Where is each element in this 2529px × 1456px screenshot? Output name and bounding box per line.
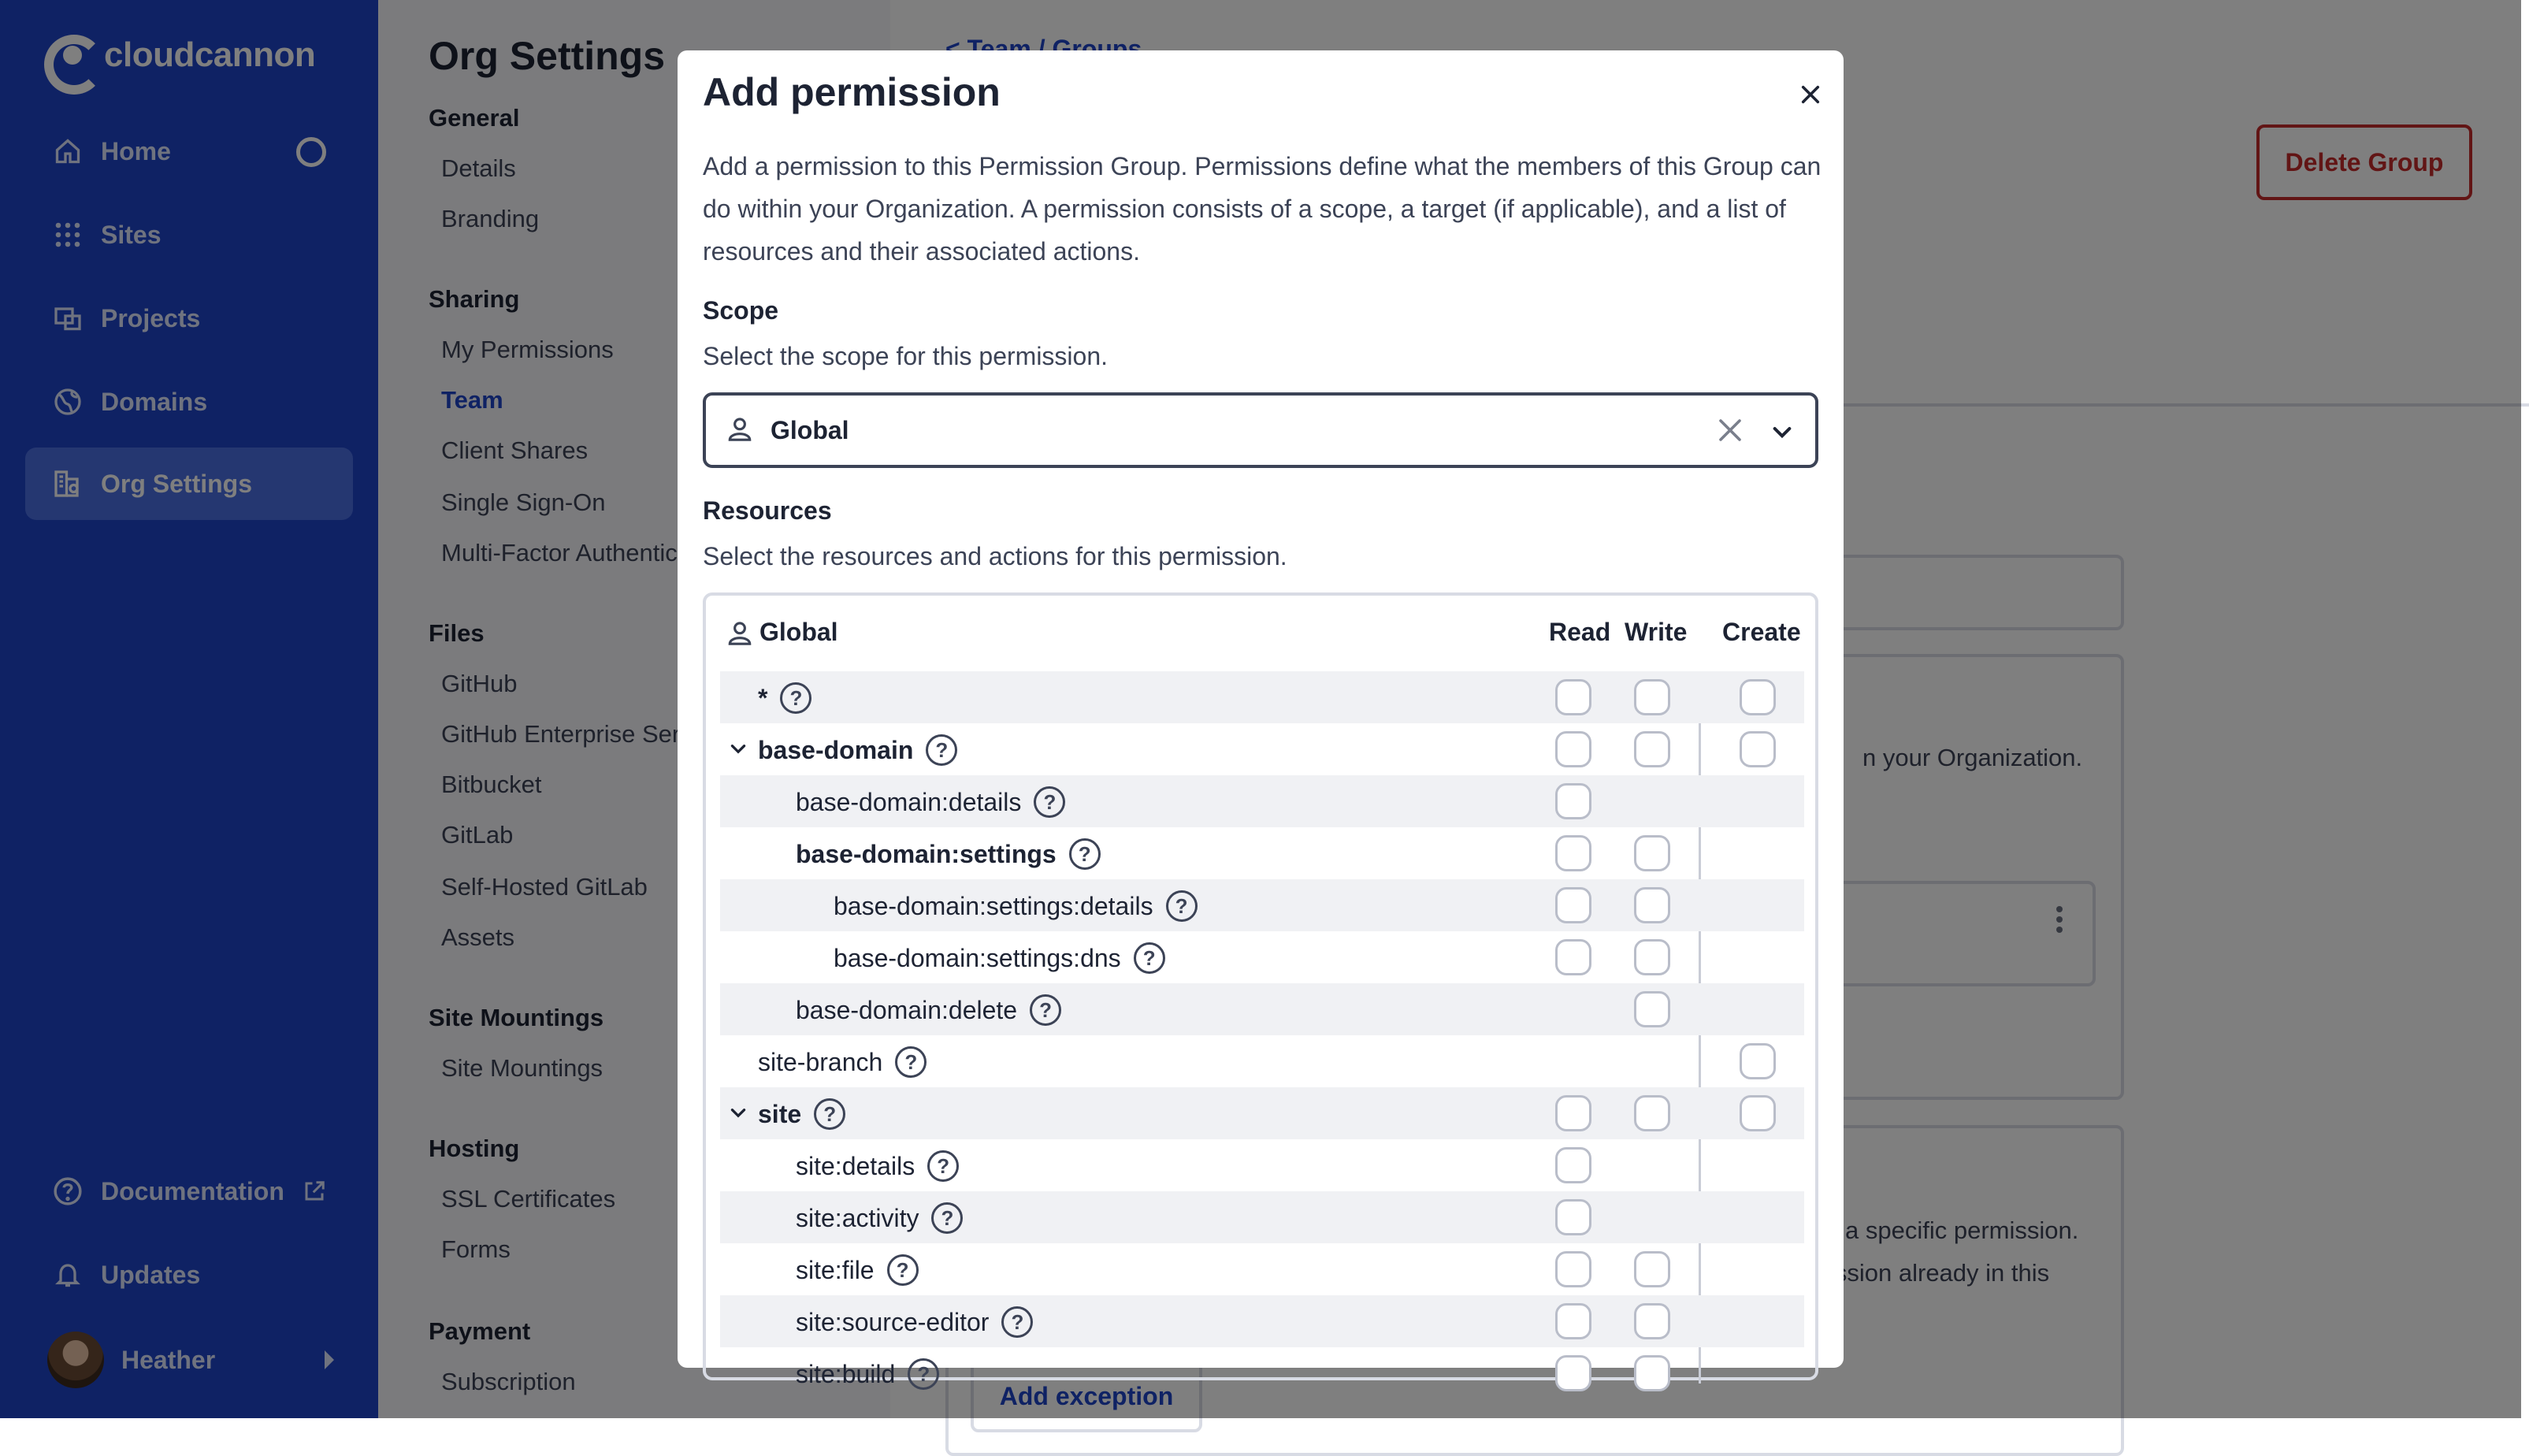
table-row bbox=[720, 1347, 1804, 1399]
table-row bbox=[720, 1191, 1804, 1243]
table-row bbox=[720, 1087, 1804, 1139]
write-checkbox[interactable] bbox=[1634, 1355, 1670, 1391]
resources-table-title: Global bbox=[759, 618, 838, 646]
modal-title: Add permission bbox=[703, 70, 1001, 114]
table-row bbox=[720, 723, 1804, 775]
read-checkbox[interactable] bbox=[1555, 1355, 1591, 1391]
resource-name: * bbox=[758, 683, 768, 712]
close-icon[interactable] bbox=[1788, 72, 1833, 117]
table-row bbox=[720, 1243, 1804, 1295]
resources-hint: Select the resources and actions for this permission. bbox=[703, 542, 1287, 570]
help-icon[interactable]: ? bbox=[887, 1254, 919, 1286]
help-icon[interactable]: ? bbox=[1166, 890, 1198, 922]
chevron-down-icon[interactable] bbox=[1770, 419, 1795, 444]
resource-name: base-domain:settings bbox=[796, 839, 1057, 868]
create-checkbox[interactable] bbox=[1740, 1043, 1776, 1079]
table-row bbox=[720, 983, 1804, 1035]
resource-name: base-domain:settings:dns bbox=[834, 943, 1121, 972]
write-checkbox[interactable] bbox=[1634, 1095, 1670, 1131]
chevron-down-icon[interactable] bbox=[728, 739, 747, 758]
help-icon[interactable]: ? bbox=[1030, 994, 1061, 1026]
create-checkbox[interactable] bbox=[1740, 731, 1776, 767]
clear-icon[interactable] bbox=[1716, 416, 1744, 444]
table-row bbox=[720, 1139, 1804, 1191]
column-header-create: Create bbox=[1722, 618, 1801, 646]
read-checkbox[interactable] bbox=[1555, 731, 1591, 767]
resource-name: site:source-editor bbox=[796, 1307, 990, 1336]
help-icon[interactable]: ? bbox=[1069, 838, 1101, 870]
resources-table-header bbox=[706, 596, 1815, 671]
help-icon[interactable]: ? bbox=[895, 1046, 927, 1078]
read-checkbox[interactable] bbox=[1555, 679, 1591, 715]
resource-name: base-domain:settings:details bbox=[834, 891, 1153, 920]
read-checkbox[interactable] bbox=[1555, 1251, 1591, 1287]
help-icon[interactable]: ? bbox=[780, 682, 811, 714]
read-checkbox[interactable] bbox=[1555, 1199, 1591, 1235]
scope-label: Scope bbox=[703, 296, 779, 325]
table-row bbox=[720, 879, 1804, 931]
resources-table bbox=[703, 592, 1818, 1388]
scope-value: Global bbox=[771, 415, 849, 444]
resource-name: site:details bbox=[796, 1151, 915, 1180]
resource-name: site-branch bbox=[758, 1047, 883, 1076]
add-permission-modal bbox=[678, 50, 1844, 1388]
resource-name: site:build bbox=[796, 1359, 896, 1388]
read-checkbox[interactable] bbox=[1555, 1095, 1591, 1131]
read-checkbox[interactable] bbox=[1555, 887, 1591, 923]
column-header-write: Write bbox=[1625, 618, 1688, 646]
resource-name: site:activity bbox=[796, 1203, 919, 1232]
table-row bbox=[720, 775, 1804, 827]
write-checkbox[interactable] bbox=[1634, 991, 1670, 1027]
create-checkbox[interactable] bbox=[1740, 1095, 1776, 1131]
scope-hint: Select the scope for this permission. bbox=[703, 342, 1109, 370]
help-icon[interactable]: ? bbox=[926, 734, 957, 766]
read-checkbox[interactable] bbox=[1555, 1147, 1591, 1183]
person-icon bbox=[726, 619, 753, 650]
write-checkbox[interactable] bbox=[1634, 731, 1670, 767]
write-checkbox[interactable] bbox=[1634, 939, 1670, 975]
table-row bbox=[720, 1035, 1804, 1087]
help-icon[interactable]: ? bbox=[908, 1358, 939, 1390]
write-checkbox[interactable] bbox=[1634, 887, 1670, 923]
modal-intro: Add a permission to this Permission Group. Permissions define what the members of this Group can do within your Organization. A permission consists of a scope, a target (if applicable), and a list of resources and their associated actions. bbox=[703, 152, 1822, 266]
help-icon[interactable]: ? bbox=[814, 1098, 845, 1130]
resource-name: base-domain:details bbox=[796, 787, 1022, 816]
create-checkbox[interactable] bbox=[1740, 679, 1776, 715]
help-icon[interactable]: ? bbox=[931, 1202, 963, 1234]
resource-name: site bbox=[758, 1099, 802, 1128]
resource-name: base-domain:delete bbox=[796, 995, 1018, 1024]
resources-label: Resources bbox=[703, 496, 832, 525]
read-checkbox[interactable] bbox=[1555, 939, 1591, 975]
write-checkbox[interactable] bbox=[1634, 835, 1670, 871]
read-checkbox[interactable] bbox=[1555, 1303, 1591, 1339]
read-checkbox[interactable] bbox=[1555, 835, 1591, 871]
chevron-down-icon[interactable] bbox=[728, 1103, 747, 1122]
help-icon[interactable]: ? bbox=[927, 1150, 959, 1182]
column-header-read: Read bbox=[1549, 618, 1611, 646]
read-checkbox[interactable] bbox=[1555, 783, 1591, 819]
help-icon[interactable]: ? bbox=[1034, 786, 1065, 818]
resource-name: base-domain bbox=[758, 735, 914, 764]
write-checkbox[interactable] bbox=[1634, 679, 1670, 715]
table-row bbox=[720, 671, 1804, 723]
person-icon bbox=[726, 415, 753, 446]
help-icon[interactable]: ? bbox=[1134, 942, 1165, 974]
resource-name: site:file bbox=[796, 1255, 875, 1284]
write-checkbox[interactable] bbox=[1634, 1251, 1670, 1287]
scope-select[interactable] bbox=[703, 392, 1818, 468]
write-checkbox[interactable] bbox=[1634, 1303, 1670, 1339]
help-icon[interactable]: ? bbox=[1001, 1306, 1033, 1338]
table-row bbox=[720, 1295, 1804, 1347]
table-row bbox=[720, 827, 1804, 879]
table-row bbox=[720, 931, 1804, 983]
